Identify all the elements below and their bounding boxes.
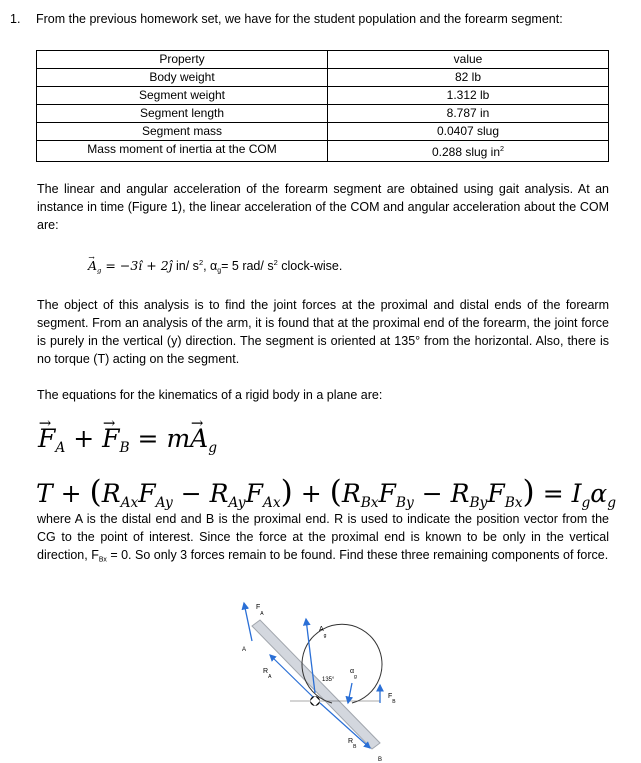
eq2-plus1: + (52, 479, 90, 508)
eq2-f1: F (138, 479, 156, 508)
label-fa-main: F (256, 604, 261, 611)
fa-force-arrow (244, 603, 252, 641)
eq1-sub-b: B (119, 439, 130, 456)
label-ag-sub: g (323, 633, 327, 639)
label-fb-sub: B (392, 699, 396, 705)
eq2-torque: T (36, 479, 53, 508)
alpha-value: = 5 rad/ s (221, 259, 274, 274)
table-header-property: Property (37, 51, 328, 69)
intro-text: From the previous homework set, we have for the student population and the forearm segment: (36, 12, 563, 26)
accel-unit-exp: 2 (198, 258, 204, 267)
eq2-f3: F (378, 479, 396, 508)
label-fb (388, 693, 396, 705)
paragraph-objective: The object of this analysis is to find the joint forces at the proximal and distal ends of the forearm segment. From an analysis of the arm, it is found that at the proximal end of the forearm, the joint force is purely in the vertical (y) direction. The segment is oriented at 135° from the horizontal. Also, there is no torque (T) acting on the segment. (37, 298, 609, 366)
label-alpha-sub: g (354, 674, 357, 680)
paragraph-definitions (37, 510, 609, 569)
forearm-free-body-diagram (230, 593, 400, 763)
eq2-minus1: − (172, 479, 210, 508)
property-table (36, 50, 609, 162)
eq2-f3-sub: By (395, 494, 414, 511)
label-fa (256, 604, 264, 617)
alpha-arrow (348, 683, 352, 703)
eq2-open1: ( (89, 474, 102, 510)
problem-number: 1. (10, 12, 21, 26)
definitions-text-1: where A is the distal end and B is the proximal end. R is used to indicate the position vector from the CG to the point of interest. Since the force at the proximal end is known to be only in the vertical direction, F (37, 512, 609, 562)
eq1-sub-g: g (208, 439, 218, 456)
label-a-point: A (242, 647, 247, 653)
eq2-f2-sub: Ax (262, 494, 281, 511)
table-row (37, 141, 609, 162)
label-ra-main: R (263, 668, 269, 675)
alpha-symbol: , α (203, 259, 218, 274)
table-cell-property: Segment mass (37, 123, 328, 141)
eq2-r2-sub: Ay (228, 494, 246, 511)
eq2-close2: ) (522, 474, 535, 510)
label-rb-main: R (348, 738, 354, 745)
alpha-unit-exp: 2 (273, 258, 278, 267)
inertia-value: 0.288 slug in (431, 145, 501, 159)
table-cell-property: Body weight (37, 69, 328, 87)
definitions-text-2: = 0. So only 3 forces remain to be found. Find these three remaining components of force. (106, 548, 609, 562)
label-fb-main: F (388, 693, 393, 700)
eq1-plus: + (65, 424, 103, 453)
label-ag-main: A (319, 626, 324, 633)
accel-unit: in/ s (172, 259, 199, 274)
eq2-f4-sub: Bx (504, 494, 523, 511)
label-b-point: B (378, 757, 383, 763)
eq2-equals: = (534, 479, 572, 508)
table-row (37, 123, 609, 141)
table-row (37, 69, 609, 87)
problem-intro (10, 10, 630, 28)
definitions-subscript: Bx (98, 556, 107, 564)
table-cell-property: Segment weight (37, 87, 328, 105)
table-cell-value: 0.0407 slug (328, 123, 609, 141)
eq1-sub-a: A (55, 439, 66, 456)
eq2-minus2: − (413, 479, 451, 508)
eq2-plus2: + (292, 479, 330, 508)
table-cell-value: 8.787 in (328, 105, 609, 123)
table-header-row (37, 51, 609, 69)
accel-vector-symbol: → A (88, 258, 97, 273)
eq2-r3-sub: Bx (360, 494, 379, 511)
inertia-exponent: 2 (500, 144, 505, 153)
paragraph-equations-intro: The equations for the kinematics of a rigid body in a plane are: (37, 388, 383, 402)
eq2-open2: ( (329, 474, 342, 510)
eq2-alpha-sub: g (607, 494, 616, 511)
eq1-accel: → A (190, 424, 208, 453)
eq2-r4: R (450, 479, 470, 508)
label-ra (263, 668, 272, 680)
eq2-inertia: I (571, 479, 582, 508)
eq2-f1-sub: Ay (155, 494, 173, 511)
eq2-close1: ) (280, 474, 293, 510)
eq2-r1: R (101, 479, 121, 508)
label-alpha (350, 668, 357, 680)
equation-force-balance (38, 424, 217, 456)
eq2-r2: R (209, 479, 229, 508)
accel-subscript: g (97, 266, 102, 275)
label-rb (348, 738, 357, 750)
eq2-f4: F (487, 479, 505, 508)
table-cell-value: 82 lb (328, 69, 609, 87)
label-angle: 135° (322, 677, 335, 683)
eq2-inertia-sub: g (581, 494, 591, 511)
alpha-subscript: g (217, 267, 222, 275)
angle-arc (302, 624, 382, 703)
eq2-r1-sub: Ax (120, 494, 139, 511)
table-header-value: value (328, 51, 609, 69)
table-cell-property: Mass moment of inertia at the COM (37, 141, 328, 162)
eq2-r4-sub: By (469, 494, 488, 511)
paragraph-acceleration-intro: The linear and angular acceleration of the forearm segment are obtained using gait analysis. At an instance in time (Figure 1), the linear acceleration of the COM and angular acceleration about the COM are: (37, 182, 609, 232)
label-rb-sub: B (353, 744, 357, 750)
acceleration-values (88, 258, 342, 275)
eq1-force-b: → F (102, 424, 119, 453)
eq2-alpha: α (590, 479, 608, 508)
forearm-segment (252, 620, 380, 749)
table-row (37, 87, 609, 105)
table-cell-property: Segment length (37, 105, 328, 123)
equation-moment-balance (36, 474, 616, 511)
label-fa-sub: A (260, 611, 264, 617)
label-alpha-main: α (350, 668, 355, 675)
alpha-direction: clock-wise. (277, 259, 343, 274)
eq2-r3: R (341, 479, 361, 508)
label-ra-sub: A (268, 674, 272, 680)
table-row (37, 105, 609, 123)
eq1-equals-m: = m (129, 424, 191, 453)
accel-expression: = −3î + 2ĵ (101, 258, 173, 274)
eq1-force-a: → F (38, 424, 55, 453)
table-cell-value: 1.312 lb (328, 87, 609, 105)
table-cell-value (328, 141, 609, 162)
eq2-f2: F (245, 479, 263, 508)
